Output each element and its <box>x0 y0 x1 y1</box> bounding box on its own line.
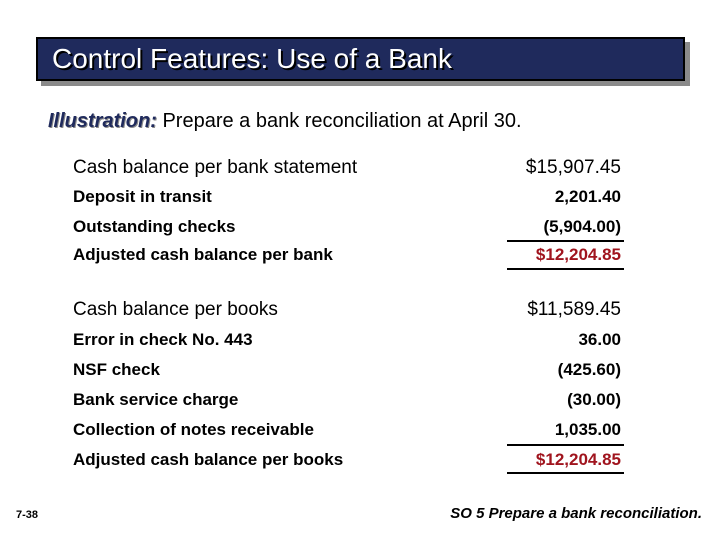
bank-subtotal-rule <box>507 240 624 242</box>
illustration-label: Illustration: <box>48 110 157 132</box>
adjusted-books-value: $12,204.85 <box>535 450 621 469</box>
title-bar <box>36 37 685 81</box>
service-charge-label: Bank service charge <box>73 390 239 409</box>
books-total-rule <box>507 472 624 474</box>
outstanding-checks-label: Outstanding checks <box>73 217 236 236</box>
notes-collection-value: 1,035.00 <box>554 420 621 439</box>
slide-title: Control Features: Use of a Bank <box>52 43 452 74</box>
books-subtotal-rule <box>507 444 624 446</box>
deposit-in-transit-label: Deposit in transit <box>73 187 212 206</box>
nsf-check-label: NSF check <box>73 360 160 379</box>
service-charge-value: (30.00) <box>567 390 621 409</box>
check-error-value: 36.00 <box>578 330 621 349</box>
nsf-check-value: (425.60) <box>557 360 621 379</box>
adjusted-bank-label: Adjusted cash balance per bank <box>73 245 333 264</box>
books-balance-value: $11,589.45 <box>527 299 621 320</box>
slide-number: 7-38 <box>16 509 39 521</box>
notes-collection-label: Collection of notes receivable <box>73 420 314 439</box>
illustration-text: Prepare a bank reconciliation at April 30. <box>162 110 522 132</box>
bank-balance-label: Cash balance per bank statement <box>73 157 358 178</box>
deposit-in-transit-value: 2,201.40 <box>554 187 621 206</box>
books-balance-label: Cash balance per books <box>73 299 278 320</box>
illustration-line <box>48 108 522 134</box>
adjusted-bank-value: $12,204.85 <box>535 245 621 264</box>
bank-total-rule <box>507 268 624 270</box>
bank-balance-value: $15,907.45 <box>525 157 621 178</box>
check-error-label: Error in check No. 443 <box>73 330 253 349</box>
study-objective: SO 5 Prepare a bank reconciliation. <box>450 505 702 522</box>
adjusted-books-label: Adjusted cash balance per books <box>73 450 344 469</box>
outstanding-checks-value: (5,904.00) <box>543 217 621 236</box>
